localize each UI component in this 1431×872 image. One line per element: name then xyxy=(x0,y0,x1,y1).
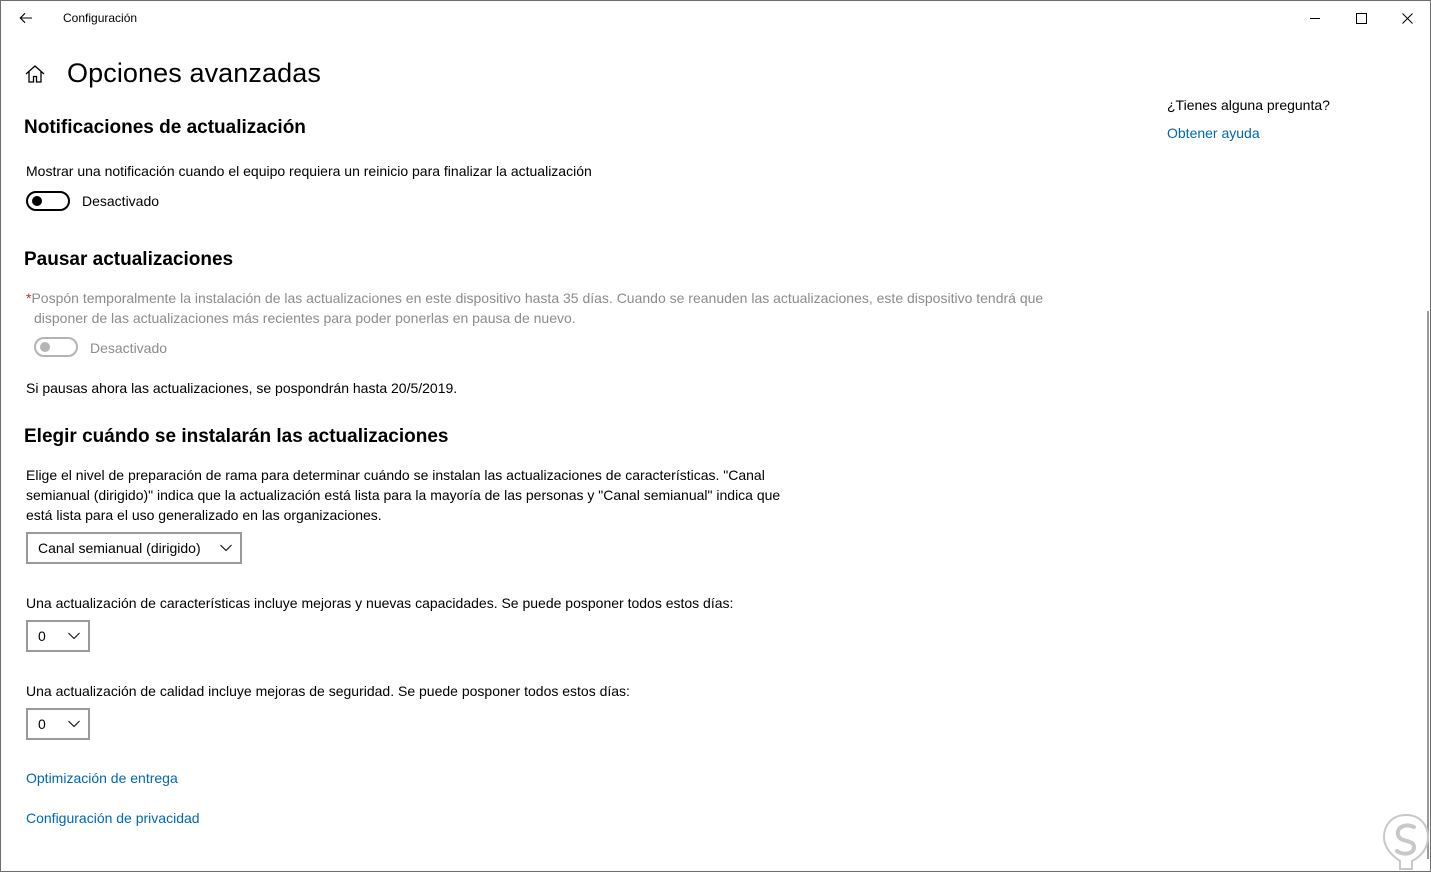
pause-info: Si pausas ahora las actualizaciones, se pospondrán hasta 20/5/2019. xyxy=(26,380,458,396)
help-question: ¿Tienes alguna pregunta? xyxy=(1167,97,1330,113)
branch-select-value: Canal semianual (dirigido) xyxy=(38,540,201,556)
title-bar xyxy=(1,1,1430,35)
feature-select-value: 0 xyxy=(38,628,46,644)
page-title: Opciones avanzadas xyxy=(67,58,321,88)
get-help-link[interactable]: Obtener ayuda xyxy=(1167,125,1260,141)
pause-description-line2: disponer de las actualizaciones más recientes para poder ponerlas en pausa de nuevo. xyxy=(34,310,576,326)
pause-description-line1 xyxy=(26,288,1043,308)
toggle-knob xyxy=(32,196,42,206)
notifications-section-title: Notificaciones de actualización xyxy=(24,117,306,138)
back-arrow-icon xyxy=(19,12,33,24)
chevron-down-icon xyxy=(68,720,80,728)
choose-description-line2: semianual (dirigido)" indica que la actualización está lista para la mayoría de las personas y "Canal semianual" indica que xyxy=(26,487,781,503)
scrollbar[interactable] xyxy=(1427,311,1429,859)
quality-deferral-select[interactable] xyxy=(26,708,90,740)
notifications-toggle[interactable] xyxy=(26,191,70,211)
notifications-toggle-label: Desactivado xyxy=(82,193,160,209)
home-button[interactable] xyxy=(24,63,48,87)
close-button[interactable] xyxy=(1384,1,1430,35)
chevron-down-icon xyxy=(68,632,80,640)
pause-description-text: Pospón temporalmente la instalación de las actualizaciones en este dispositivo hasta 35 días. Cuando se reanuden las actualizaciones, este dispositivo tendrá que xyxy=(31,290,1044,306)
home-icon xyxy=(24,63,46,85)
delivery-optimization-link[interactable]: Optimización de entrega xyxy=(26,770,178,786)
maximize-button[interactable] xyxy=(1338,1,1384,35)
choose-description-line1: Elige el nivel de preparación de rama para determinar cuándo se instalan las actualizaciones de características. "Canal xyxy=(26,467,765,483)
notifications-description: Mostrar una notificación cuando el equipo requiera un reinicio para finalizar la actualización xyxy=(26,163,592,179)
minimize-button[interactable] xyxy=(1292,1,1338,35)
feature-deferral-label: Una actualización de características incluye mejoras y nuevas capacidades. Se puede posponer todos estos días: xyxy=(26,595,734,611)
back-button[interactable] xyxy=(9,5,43,31)
pause-section-title: Pausar actualizaciones xyxy=(24,249,234,270)
privacy-settings-link[interactable]: Configuración de privacidad xyxy=(26,810,200,826)
minimize-icon xyxy=(1310,13,1321,24)
pause-toggle xyxy=(34,337,78,357)
pause-toggle-label: Desactivado xyxy=(90,340,168,356)
choose-description-line3: está lista para el uso generalizado en las organizaciones. xyxy=(26,507,382,523)
feature-deferral-select[interactable] xyxy=(26,620,90,652)
quality-select-value: 0 xyxy=(38,716,46,732)
close-icon xyxy=(1402,13,1413,24)
choose-section-title: Elegir cuándo se instalarán las actualizaciones xyxy=(24,426,449,447)
maximize-icon xyxy=(1356,13,1367,24)
window-title: Configuración xyxy=(63,11,138,25)
chevron-down-icon xyxy=(220,544,232,552)
quality-deferral-label: Una actualización de calidad incluye mejoras de seguridad. Se puede posponer todos estos días: xyxy=(26,683,630,699)
watermark-logo-icon xyxy=(1380,811,1431,872)
toggle-knob xyxy=(40,342,50,352)
required-asterisk: * xyxy=(26,290,32,306)
branch-readiness-select[interactable] xyxy=(26,532,242,564)
